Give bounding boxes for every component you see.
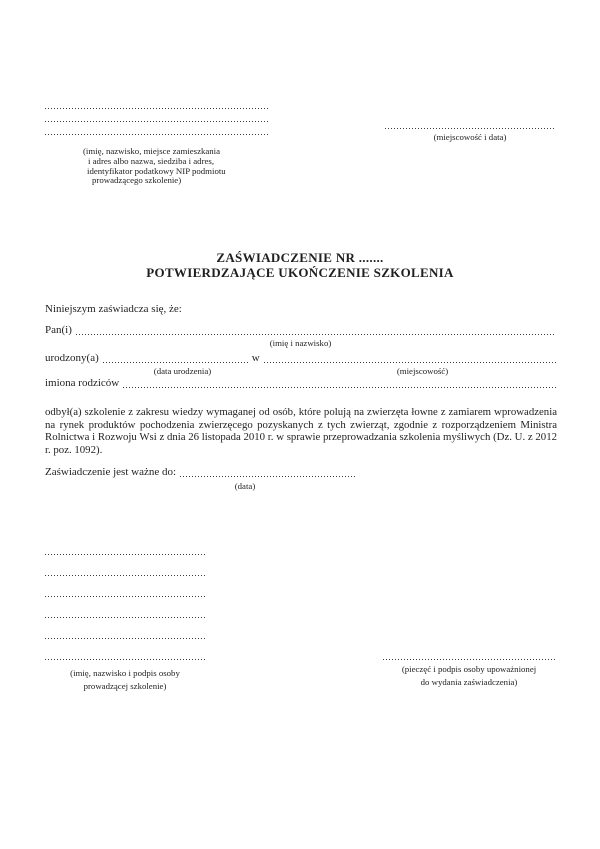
intro-text: Niniejszym zaświadcza się, że: <box>45 303 182 315</box>
field-valid-until-blank <box>180 466 357 477</box>
field-full-name <box>45 324 556 337</box>
place-date-caption: (miejscowość i data) <box>433 132 507 142</box>
trainer-signature-caption-line: (imię, nazwisko i podpis osoby <box>70 668 180 678</box>
blank-line-trainer-4 <box>45 617 205 618</box>
trainer-signature-caption <box>45 667 205 692</box>
provider-caption-line: prowadzącego szkolenie) <box>92 175 182 186</box>
field-birth-place-caption: (miejscowość) <box>396 366 449 376</box>
provider-caption <box>45 147 268 186</box>
blank-line-place-date <box>385 128 555 129</box>
blank-line-trainer-2 <box>45 575 205 576</box>
blank-line-trainer-1 <box>45 554 205 555</box>
field-birth-date-caption: (data urodzenia) <box>153 366 212 376</box>
stamp-signature-block <box>383 655 555 688</box>
field-valid-until <box>45 466 357 479</box>
field-birth <box>45 352 556 365</box>
stamp-signature-caption <box>383 663 555 688</box>
training-provider-block <box>45 101 268 186</box>
certificate-body-paragraph: odbył(a) szkolenie z zakresu wiedzy wymaganej od osób, które polują na zwierzęta łowne z zamiarem wprowadzenia na rynek produktów pochodzenia zwierzęcego pozyskanych z tych zwierząt, zgodnie z rozporządzeniem Ministra Rolnictwa i Rozwoju Wsi z dnia 26 listopada 2010 r. w sprawie przeprowadzania szkolenia myśliwych (Dz. U. z 2012 r. poz. 1092). <box>45 406 557 457</box>
field-birth-date-blank <box>103 352 248 363</box>
stamp-signature-caption-line: do wydania zaświadczenia) <box>420 676 518 687</box>
stamp-signature-caption-line: (pieczęć i podpis osoby upoważnionej <box>401 664 537 674</box>
blank-line-provider-3 <box>45 134 268 135</box>
field-birth-place-blank <box>264 352 556 363</box>
trainer-signature-block <box>45 549 205 692</box>
field-full-name-blank <box>76 324 556 335</box>
provider-caption-line: i adres albo nazwa, siedziba i adres, <box>88 155 215 166</box>
blank-line-trainer-3 <box>45 596 205 597</box>
field-parents-names-blank <box>123 377 556 388</box>
document-title <box>0 251 600 280</box>
field-full-name-label: Pan(i) <box>45 324 72 336</box>
field-valid-until-caption: (data) <box>234 481 256 491</box>
field-valid-until-label: Zaświadczenie jest ważne do: <box>45 466 177 478</box>
blank-line-trainer-6 <box>45 659 205 660</box>
trainer-signature-caption-line: prowadzącej szkolenie) <box>83 680 167 691</box>
field-parents-names <box>45 377 556 390</box>
blank-line-provider-1 <box>45 108 268 109</box>
blank-line-trainer-5 <box>45 638 205 639</box>
provider-caption-line: (imię, nazwisko, miejsce zamieszkania <box>83 146 221 156</box>
place-date-block <box>385 121 555 142</box>
document-title-line2: POTWIERDZAJĄCE UKOŃCZENIE SZKOLENIA <box>146 264 454 280</box>
blank-line-provider-2 <box>45 121 268 122</box>
field-birth-label: urodzony(a) <box>45 352 99 364</box>
field-birth-connector: w <box>251 352 260 364</box>
field-parents-names-label: imiona rodziców <box>45 377 120 389</box>
provider-caption-line: identyfikator podatkowy NIP podmiotu <box>87 165 226 176</box>
field-full-name-caption: (imię i nazwisko) <box>269 338 332 348</box>
blank-line-stamp <box>383 659 555 660</box>
document-title-line1: ZAŚWIADCZENIE NR ....... <box>216 250 384 265</box>
